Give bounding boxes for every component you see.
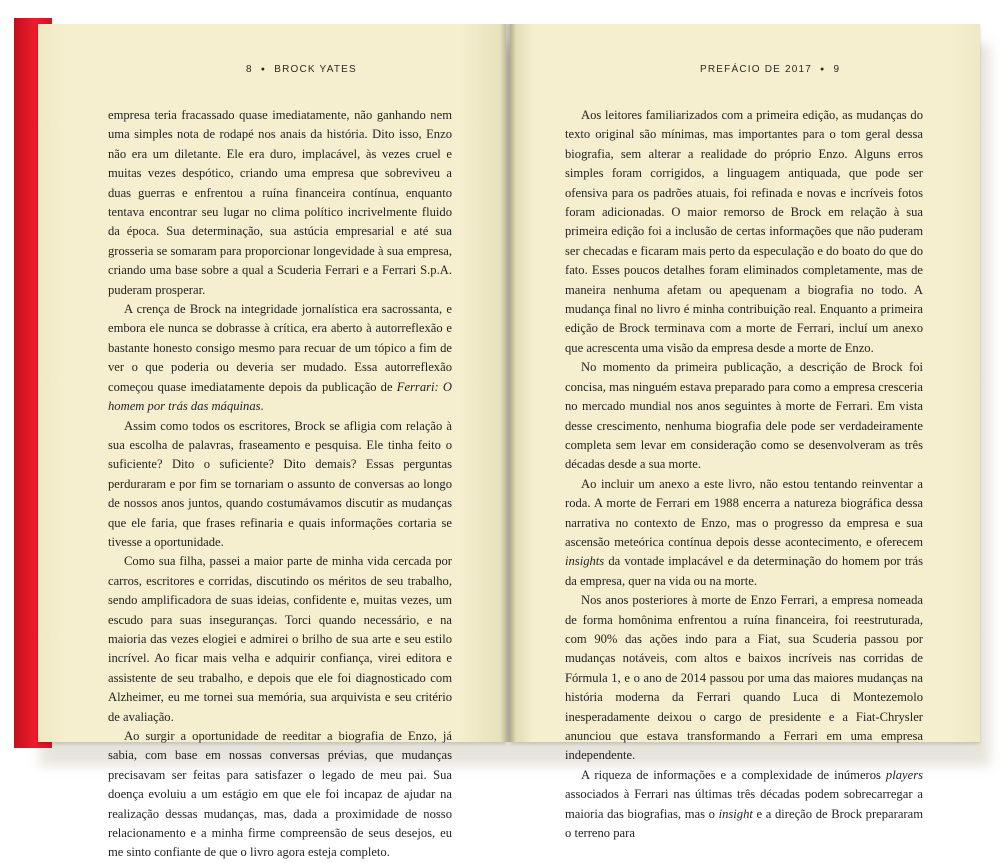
text-run: Assim como todos os escritores, Brock se afligia com relação à sua escolha de palavras, fraseamento e pesquisa. Ele tinha feito o suficiente? Dito o suficiente? Dito demais? Essas perguntas perduraram e por fim se tornariam o assunto de conversas ao longo de nossos anos juntos, quando costumávamos discutir as mudanças que ele faria, que frases refinaria e quais informações cortaria se tivesse a oportunidade.	[108, 418, 452, 549]
text-run: e a direção de Brock prepararam o terreno para	[565, 806, 923, 841]
paragraph	[565, 591, 923, 766]
text-run: associados à Ferrari nas últimas três décadas podem sobrecarregar a maioria das biografias, mas o	[565, 787, 923, 821]
left-running-head: BROCK YATES	[274, 64, 357, 75]
paragraph	[108, 552, 452, 727]
bullet-separator: ●	[820, 66, 826, 73]
paragraph	[565, 106, 923, 358]
italic-text: Ferrari: O homem por trás das máquinas	[108, 379, 453, 414]
text-run: Ao incluir um anexo a este livro, não estou tentando reinventar a roda. A morte de Ferrari em 1988 encerra a natureza biográfica dessa narrativa no contexto de Enzo, mas o progresso da empresa e sua ascensão meteórica contínua depois desse acontecimento, e oferecem	[565, 476, 923, 549]
right-running-head: PREFÁCIO DE 2017	[700, 64, 813, 75]
text-run: A crença de Brock na integridade jornalística era sacrossanta, e embora ele nunca se dobrasse à crítica, era aberto à autorreflexão e bastante honesto consigo mesmo para recuar de um tópico a fim de ver o que poderia ou deveria ser mudado. Essa autorreflexão começou quase imediatamente depois da publicação de	[108, 302, 452, 394]
text-run: Ao surgir a oportunidade de reeditar a biografia de Enzo, já sabia, com base em nossas conversas prévias, que mudanças precisavam ser feitas para satisfazer o legado de meu pai. Sua doença evoluiu a um estágio em que ele foi incapaz de ajudar na realização dessas mudanças, mas, dada a proximidade de nosso relacionamento e a minha firme compreensão de seus desejos, eu me sinto confiante de que o livro agora esteja completo.	[108, 729, 452, 860]
italic-text: insights	[565, 554, 605, 569]
right-page-body	[565, 106, 923, 843]
right-page-number: 9	[833, 64, 841, 75]
bullet-separator: ●	[260, 66, 267, 73]
text-run: da vontade implacável e da determinação do homem por trás da empresa, quer na vida ou na morte.	[565, 554, 923, 588]
paragraph	[108, 417, 452, 553]
italic-text: players	[885, 767, 923, 782]
text-run: No momento da primeira publicação, a descrição de Brock foi concisa, mas ninguém estava preparado para como a empresa cresceria no mercado mundial nos anos seguintes à morte de Ferrari. Em vista desse crescimento, nenhuma biografia dele pode ser verdadeiramente completa sem levar em consideração como se desenvolveram as três décadas desde a sua morte.	[565, 360, 923, 472]
text-run: Nos anos posteriores à morte de Enzo Ferrari, a empresa nomeada de forma homônima enfrentou a ruína financeira, foi reestruturada, com 90% das ações indo para a Fiat, sua Scuderia passou por mudanças notáveis, com altos e baixos incríveis nas corridas de Fórmula 1, e o ano de 2014 passou por uma das maiores mudanças na história moderna da Ferrari quando Luca di Montezemolo inesperadamente deixou o cargo de presidente e a Fiat-Chrysler anunciou que estava transformando a Ferrari em uma empresa independente.	[565, 593, 923, 763]
text-run: .	[260, 399, 264, 414]
paragraph	[565, 766, 923, 844]
left-page-body	[108, 106, 452, 863]
text-run: Aos leitores familiarizados com a primeira edição, as mudanças do texto original são mínimas, mas importantes para o tom geral dessa biografia, sem alterar a realidade do próprio Enzo. Alguns erros simples foram corrigidos, a linguagem antiquada, que pode ser ofensiva para os padrões atuais, foi refinada e novas e incríveis fotos foram adicionadas. O maior remorso de Brock em relação à sua primeira edição foi a inclusão de certas informações que não puderam ser checadas e ficaram mais perto da especulação e do boato do que do fato. Esses poucos detalhes foram eliminados completamente, mas de maneira nenhuma afetam ou apequenam a biografia no todo. A mudança final no livro é minha contribuição real. Enquanto a primeira edição de Brock terminava com a morte de Ferrari, incluí um anexo que acrescenta uma visão da empresa desde a morte de Enzo.	[565, 108, 923, 355]
text-run: A riqueza de informações e a complexidade de inúmeros	[581, 767, 886, 782]
paragraph	[565, 358, 923, 474]
paragraph	[108, 300, 452, 416]
left-running-header	[246, 64, 357, 75]
text-run: Como sua filha, passei a maior parte de minha vida cercada por carros, escritores e corridas, discutindo os méritos de seu trabalho, sendo amplificadora de suas ideias, confidente e, muitas vezes, um escudo para suas inseguranças. Torci quando necessário, e na maioria das vezes elogiei e admirei o brilho de sua arte e seu estilo incrível. Ao ficar mais velha e adquirir confiança, virei editora e assistente de seu trabalho, e depois que ele foi diagnosticado com Alzheimer, eu me tornei sua memória, sua arquivista e seu critério de avaliação.	[108, 554, 452, 724]
italic-text: insight	[718, 806, 753, 821]
left-page-number: 8	[246, 64, 253, 75]
text-run: empresa teria fracassado quase imediatamente, não ganhando nem uma simples nota de rodapé nos anais da história. Dito isso, Enzo não era um diletante. Ele era duro, implacável, às vezes cruel e muitas vezes despótico, criando uma empresa que sobreviveu a duas guerras e enfrentou a ruína financeira contínua, enquanto tentava encontrar seu lugar no clima político incrivelmente fluido da época. Sua determinação, sua astúcia empresarial e até sua grosseria se somaram para proporcionar longevidade à sua empresa, criando uma base sobre a qual a Scuderia Ferrari e a Ferrari S.p.A. puderam prosperar.	[108, 108, 452, 297]
paragraph	[565, 475, 923, 591]
paragraph	[108, 106, 452, 300]
paragraph	[108, 727, 452, 863]
right-running-header	[700, 64, 840, 75]
book-spine	[500, 24, 516, 742]
